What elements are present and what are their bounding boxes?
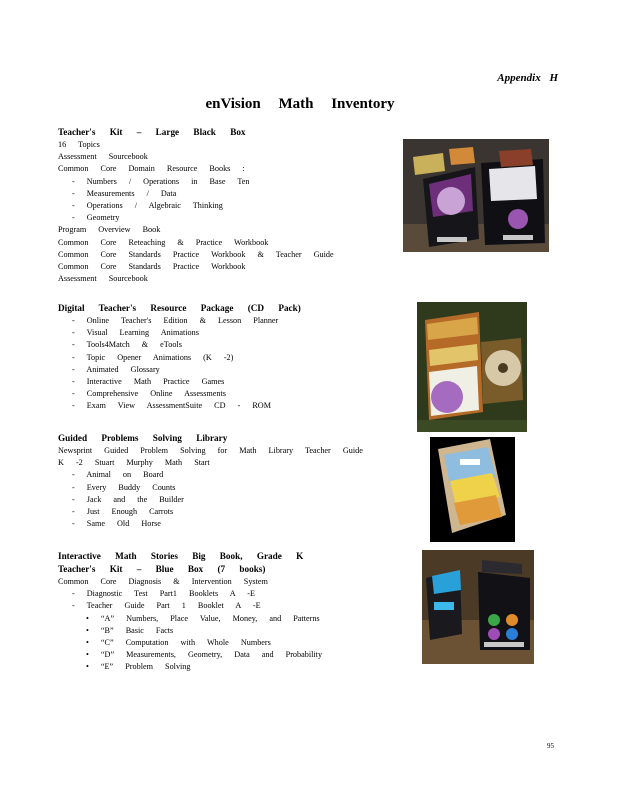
- list-item: - Topic Opener Animations (K -2): [72, 352, 234, 362]
- teachers-kit-photo: [403, 139, 549, 252]
- section-heading: Guided Problems Solving Library: [58, 433, 228, 443]
- list-item: Newsprint Guided Problem Solving for Math Library Teacher Guide: [58, 446, 363, 455]
- list-item: Common Core Standards Practice Workbook & Teacher Guide: [58, 249, 334, 259]
- list-item: • “A” Numbers, Place Value, Money, and Patterns: [86, 613, 320, 623]
- section-teachers-kit-black: [58, 126, 398, 285]
- section-subheading: Teacher's Kit – Blue Box (7 books): [58, 564, 266, 574]
- section-digital-resource: [58, 302, 398, 413]
- library-photo: [430, 437, 515, 542]
- list-item: Program Overview Book: [58, 225, 161, 235]
- list-item: - Animated Glossary: [72, 364, 160, 374]
- section-interactive-math: [58, 550, 398, 674]
- section-heading: Teacher's Kit – Large Black Box: [58, 127, 246, 137]
- list-item: - Every Buddy Counts: [72, 482, 176, 492]
- list-item: Assessment Sourcebook: [58, 274, 148, 284]
- list-item: - Teacher Guide Part 1 Booklet A -E: [72, 601, 261, 611]
- list-item: Common Core Diagnosis & Intervention System: [58, 577, 268, 586]
- list-item: - Numbers / Operations in Base Ten: [72, 176, 250, 186]
- list-item: Assessment Sourcebook: [58, 152, 148, 162]
- list-item: - Online Teacher's Edition & Lesson Planner: [72, 316, 279, 325]
- list-item: Common Core Reteaching & Practice Workbook: [58, 237, 269, 247]
- list-item: • “D” Measurements, Geometry, Data and Probability: [86, 650, 323, 660]
- list-item: - Animal on Board: [72, 470, 164, 480]
- list-item: - Diagnostic Test Part1 Booklets A -E: [72, 589, 255, 599]
- list-item: Common Core Domain Resource Books :: [58, 164, 245, 174]
- list-item: - Just Enough Carrots: [72, 507, 174, 517]
- list-item: • “B” Basic Facts: [86, 625, 174, 635]
- list-item: - Visual Learning Animations: [72, 328, 199, 338]
- list-item: - Same Old Horse: [72, 519, 161, 529]
- section-heading: Digital Teacher's Resource Package (CD Pack): [58, 303, 301, 313]
- appendix-label: Appendix H: [497, 72, 558, 84]
- section-heading: Interactive Math Stories Big Book, Grade K: [58, 551, 304, 561]
- list-item: 16 Topics: [58, 140, 100, 149]
- section-guided-problems: [58, 432, 398, 530]
- page-title: enVision Math Inventory: [205, 96, 395, 112]
- list-item: • “E” Problem Solving: [86, 662, 191, 672]
- cd-pack-photo: [417, 302, 527, 432]
- list-item: - Interactive Math Practice Games: [72, 377, 225, 387]
- list-item: Common Core Standards Practice Workbook: [58, 262, 246, 272]
- list-item: - Operations / Algebraic Thinking: [72, 201, 223, 211]
- list-item: - Tools4Match & eTools: [72, 340, 182, 350]
- list-item: - Exam View AssessmentSuite CD - ROM: [72, 401, 271, 411]
- page-number: 95: [547, 742, 554, 750]
- blue-box-kit-photo: [422, 550, 534, 664]
- list-item: - Comprehensive Online Assessments: [72, 389, 226, 399]
- list-item: - Measurements / Data: [72, 188, 177, 198]
- list-item: - Jack and the Builder: [72, 494, 184, 504]
- list-item: K -2 Stuart Murphy Math Start: [58, 458, 210, 468]
- list-item: • “C” Computation with Whole Numbers: [86, 638, 271, 648]
- list-item: - Geometry: [72, 213, 120, 223]
